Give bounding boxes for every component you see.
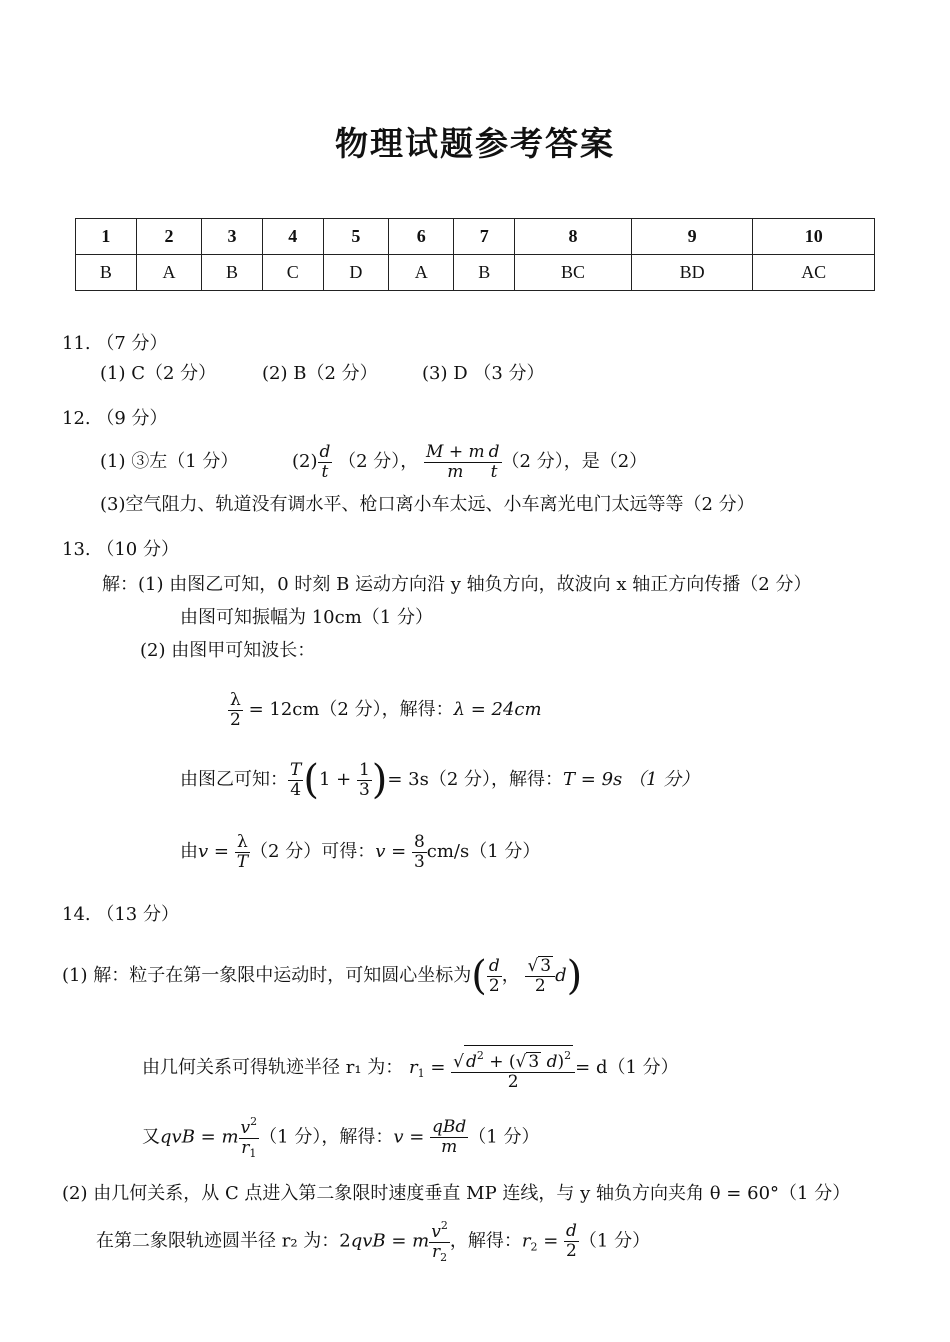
answer-table-answer-row bbox=[76, 255, 875, 291]
q14-line3-a: （1 分），解得： bbox=[259, 1126, 394, 1148]
q11-part2: (2) B（2 分） bbox=[262, 363, 378, 384]
q13-line1: 解：(1) 由图乙可知，0 时刻 B 运动方向沿 y 轴负方向，故波向 x 轴正方向传播（2 分） bbox=[102, 574, 812, 595]
table-header-cell: 6 bbox=[389, 219, 454, 255]
q14-line5-b: （1 分） bbox=[578, 1230, 651, 1252]
q13-eq3-b: cm/s（1 分） bbox=[426, 841, 541, 862]
fraction-qBd-over-m: $\frac{\text{qBd}}{m}$ bbox=[432, 1117, 467, 1157]
fraction-d-over-t-2: $\frac{d}{t}$ bbox=[488, 441, 500, 482]
table-header-cell: 9 bbox=[631, 219, 752, 255]
q11-part3: (3) D （3 分） bbox=[422, 363, 545, 384]
q14-label: 14. （13 分） bbox=[62, 904, 179, 925]
q12-part2-end: （2 分），是（2） bbox=[501, 451, 648, 472]
q11-label: 11. （7 分） bbox=[62, 333, 168, 354]
q12-part2 bbox=[292, 440, 647, 484]
q14-line2: 由几何关系可得轨迹半径 r₁ 为： $r_1$ = $\frac{√ d^2 + (√ 3 d)^2}{2}$ = d（1 分） bbox=[142, 1042, 679, 1100]
q14-line4: (2) 由几何关系，从 C 点进入第二象限时速度垂直 MP 连线，与 y 轴负方向夹角 θ = 60°（1 分） bbox=[62, 1183, 851, 1204]
table-answer-cell: A bbox=[136, 255, 201, 291]
table-answer-cell: AC bbox=[753, 255, 875, 291]
table-header-cell: 4 bbox=[262, 219, 323, 255]
fraction-lambda-over-T: $\frac{\lambda}{T}$ bbox=[236, 831, 249, 872]
q14-line3: 又qvB = m $\frac{v^2}{r_1}$ （1 分），解得：v = $\frac{\text{qBd}}{m}$ （1 分） bbox=[142, 1112, 539, 1163]
q13-eq3: 由v = $\frac{\lambda}{T}$ （2 分）可得：v = $\frac{8}{3}$ cm/s（1 分） bbox=[180, 831, 541, 872]
table-answer-cell: BC bbox=[515, 255, 632, 291]
q14-line3-b: （1 分） bbox=[468, 1126, 540, 1148]
answer-table bbox=[75, 218, 875, 291]
table-header-cell: 2 bbox=[136, 219, 201, 255]
table-answer-cell: D bbox=[323, 255, 388, 291]
q12-part3: (3)空气阻力、轨道没有调水平、枪口离小车太远、小车离光电门太远等等（2 分） bbox=[100, 494, 755, 515]
fraction-sqrt3-over-2: $\frac{√ 3}{2}$ bbox=[525, 956, 555, 996]
q13-eq2-prefix: 由图乙可知： bbox=[180, 769, 288, 790]
q14-line1-text: (1) 解：粒子在第一象限中运动时，可知圆心坐标为 bbox=[62, 965, 472, 986]
fraction-1-over-3: $\frac{1}{3}$ bbox=[358, 759, 370, 800]
table-answer-cell: B bbox=[76, 255, 137, 291]
table-answer-cell: B bbox=[454, 255, 515, 291]
q13-eq2: 由图乙可知： $\frac{T}{4}$ (1 + $\frac{1}{3}$ )= 3s（2 分），解得：T = 9s （1 分） bbox=[180, 757, 700, 803]
fraction-lambda-over-2: $\frac{\lambda}{2}$ bbox=[230, 689, 241, 730]
table-answer-cell: B bbox=[202, 255, 263, 291]
page-title: 物理试题参考答案 bbox=[335, 124, 615, 163]
q12-part1: (1) ③左（1 分） bbox=[100, 451, 239, 472]
q14-line2-prefix: 由几何关系可得轨迹半径 r₁ 为： bbox=[142, 1057, 404, 1078]
table-header-cell: 10 bbox=[753, 219, 875, 255]
table-answer-cell: BD bbox=[631, 255, 752, 291]
fraction-d-over-t: $\frac{d}{t}$ bbox=[319, 441, 331, 482]
q13-eq3-prefix: 由 bbox=[180, 841, 198, 862]
q13-eq2-b: T = 9s （1 分） bbox=[563, 769, 700, 790]
fraction-m-ratio: $\frac{M + m}{m}$ bbox=[426, 441, 485, 482]
fraction-8-over-3: $\frac{8}{3}$ bbox=[413, 831, 425, 872]
fraction-v2-over-r2: $\frac{v^2}{r_2}$ bbox=[429, 1216, 450, 1267]
table-header-cell: 7 bbox=[454, 219, 515, 255]
fraction-v2-over-r1: $\frac{v^2}{r_1}$ bbox=[239, 1112, 260, 1163]
q14-line5-a: ，解得： bbox=[449, 1230, 522, 1252]
q12-label: 12. （9 分） bbox=[62, 408, 168, 429]
table-header-cell: 5 bbox=[323, 219, 388, 255]
table-header-cell: 3 bbox=[202, 219, 263, 255]
q14-line5-prefix: 在第二象限轨迹圆半径 r₂ 为： bbox=[96, 1230, 340, 1252]
q11-part1: (1) C（2 分） bbox=[100, 363, 217, 384]
table-answer-cell: A bbox=[389, 255, 454, 291]
q14-line2-suffix: = d（1 分） bbox=[575, 1057, 679, 1078]
q12-part2-prefix: (2) bbox=[292, 451, 318, 472]
table-answer-cell: C bbox=[262, 255, 323, 291]
q13-eq1-b: λ = 24cm bbox=[453, 699, 542, 720]
q13-line2: 由图可知振幅为 10cm（1 分） bbox=[180, 607, 433, 628]
q13-eq3-a: （2 分）可得： bbox=[250, 841, 376, 862]
q14-line1: (1) 解：粒子在第一象限中运动时，可知圆心坐标为( $\frac{d}{2}$ ， $\frac{√ 3}{2}$ d) bbox=[62, 953, 583, 999]
fraction-T-over-4: $\frac{T}{4}$ bbox=[290, 759, 302, 800]
answer-table-header-row bbox=[76, 219, 875, 255]
q12-part2-mid: （2 分）， bbox=[338, 451, 419, 472]
fraction-radius-r1: $\frac{√ d^2 + (√ 3 d)^2}{2}$ bbox=[451, 1045, 575, 1092]
fraction-d-over-2-b: $\frac{d}{2}$ bbox=[566, 1221, 577, 1261]
q13-eq1 bbox=[228, 688, 542, 732]
q14-line5: 在第二象限轨迹圆半径 r₂ 为：2qvB = m $\frac{v^2}{r_2}$ ，解得：$r_2$ = $\frac{d}{2}$ （1 分） bbox=[96, 1216, 650, 1270]
table-header-cell: 8 bbox=[515, 219, 632, 255]
fraction-d-over-2: $\frac{d}{2}$ bbox=[488, 955, 500, 996]
q13-label: 13. （10 分） bbox=[62, 539, 179, 560]
table-header-cell: 1 bbox=[76, 219, 137, 255]
q13-eq2-a: = 3s（2 分），解得： bbox=[387, 769, 564, 790]
q13-eq1-a: = 12cm（2 分），解得： bbox=[248, 699, 454, 720]
q14-line3-prefix: 又 bbox=[142, 1126, 160, 1148]
q13-line3: (2) 由图甲可知波长： bbox=[140, 640, 316, 661]
